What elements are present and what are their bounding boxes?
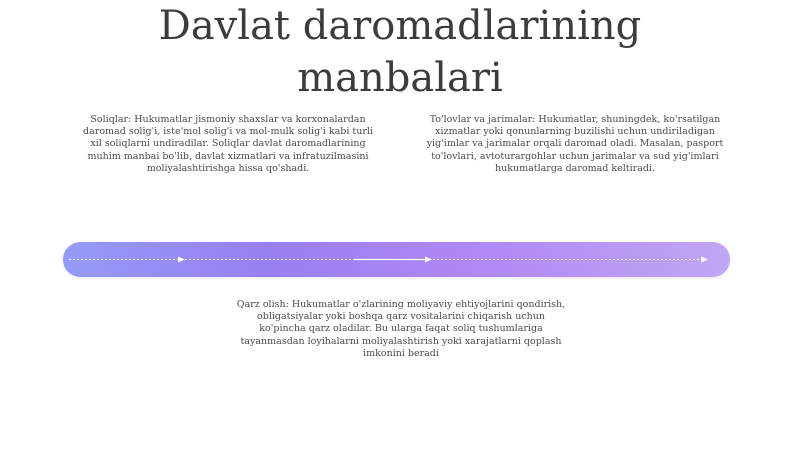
title-line-1: Davlat daromadlarining: [158, 3, 642, 49]
borrowing-text-block: Qarz olish: Hukumatlar o'zlarining moliyaviy ehtiyojlarini qondirish, obligatsiyalar yoki boshqa qarz vositalarini chiqarish uchun ko'pincha qarz oladilar. Bu ularga faqat soliq tushumlariga tayanmasdan loyihalarni moliyalashtirish yoki xarajatlarni qoplash imkonini beradi: [236, 299, 566, 359]
slide-title: [0, 0, 800, 104]
timeline-glow: [63, 242, 730, 277]
title-line-2: manbalari: [297, 55, 503, 101]
fees-fines-text-block: To'lovlar va jarimalar: Hukumatlar, shuningdek, ko'rsatilgan xizmatlar yoki qonunlarning buzilishi uchun undiriladigan yig'imlar va jarimalar orqali daromad oladi. Masalan, pasport to'lovlari, avtoturargohlar uchun jarimalar va sud yig'imlari hukumatlarga daromad keltiradi.: [426, 114, 724, 174]
taxes-text-block: Soliqlar: Hukumatlar jismoniy shaxslar va korxonalardan daromad solig'i, iste'mol solig'i va mol-mulk solig'i kabi turli xil soliqlarni undiradilar. Soliqlar davlat daromadlarining muhim manbai bo'lib, davlat xizmatlari va infratuzilmasini moliyalashtirishga hissa qo'shadi.: [83, 114, 373, 174]
